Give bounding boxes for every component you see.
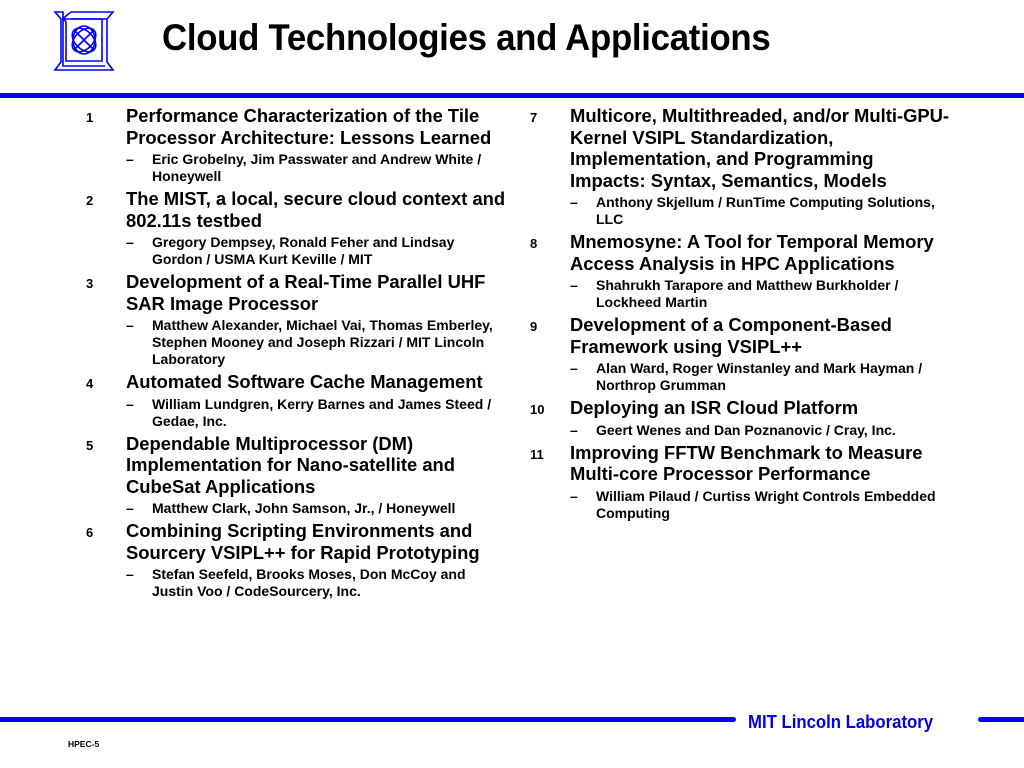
dash-bullet: – [570,421,578,438]
item-authors [570,194,950,228]
item-title: Mnemosyne: A Tool for Temporal Memory Access Analysis in HPC Applications [570,231,934,274]
authors-text: Shahrukh Tarapore and Matthew Burkholder / Lockheed Martin [596,277,899,310]
list-item [86,271,506,368]
dash-bullet: – [126,151,134,167]
dash-bullet: – [570,360,578,376]
list-item [86,105,506,185]
list-item [530,314,950,394]
item-authors [126,566,506,600]
footer-brand: MIT Lincoln Laboratory [748,712,934,732]
item-title: Development of a Real-Time Parallel UHF SAR Image Processor [126,271,486,314]
item-number: 8 [530,236,538,251]
dash-bullet: – [126,317,134,333]
item-number: 2 [86,193,94,208]
item-number: 5 [86,437,94,453]
item-title: Improving FFTW Benchmark to Measure Multi-core Processor Performance [570,441,923,484]
dash-bullet: – [126,566,134,582]
authors-text: Gregory Dempsey, Ronald Feher and Lindsay Gordon / USMA Kurt Keville / MIT [152,234,455,267]
mit-ll-logo [52,10,116,72]
list-item [530,105,950,228]
item-authors [570,488,950,522]
item-authors [126,151,506,185]
item-number: 4 [86,376,94,391]
dash-bullet: – [570,277,578,293]
list-item [86,433,506,518]
page-id: HPEC-5 [68,739,100,749]
item-authors [126,500,506,517]
authors-text: Eric Grobelny, Jim Passwater and Andrew White / Honeywell [152,151,482,184]
authors-text: William Lundgren, Kerry Barnes and James Steed / Gedae, Inc. [152,395,492,429]
authors-text: Anthony Skjellum / RunTime Computing Solutions, LLC [596,194,935,227]
item-authors [126,396,506,430]
item-title: The MIST, a local, secure cloud context and 802.11s testbed [126,188,506,231]
item-title: Performance Characterization of the Tile Processor Architecture: Lessons Learned [126,105,492,148]
list-item [530,442,950,522]
right-column [530,105,950,525]
left-column [86,105,506,603]
authors-text: Matthew Alexander, Michael Vai, Thomas Emberley, Stephen Mooney and Joseph Rizzari / MIT Lincoln Laboratory [152,317,493,367]
list-item [530,397,950,439]
dash-bullet: – [126,234,134,250]
list-item [86,371,506,430]
list-item [86,188,506,268]
item-authors [570,360,950,394]
logo-icon [52,10,116,72]
item-title: Multicore, Multithreaded, and/or Multi-GPU-Kernel VSIPL Standardization, Implementation, and Programming Impacts: Syntax, Semantics, Models [570,105,950,191]
authors-text: Matthew Clark, John Samson, Jr., / Honeywell [152,500,456,516]
item-number: 3 [86,276,94,291]
list-item [86,520,506,600]
item-title: Automated Software Cache Management [126,371,483,392]
authors-text: Geert Wenes and Dan Poznanovic / Cray, Inc. [596,421,896,438]
footer-divider-right [978,717,1024,722]
dash-bullet: – [570,194,578,210]
authors-text: Stefan Seefeld, Brooks Moses, Don McCoy and Justin Voo / CodeSourcery, Inc. [152,566,466,599]
dash-bullet: – [126,395,134,412]
authors-text: William Pilaud / Curtiss Wright Controls Embedded Computing [596,487,936,521]
authors-text: Alan Ward, Roger Winstanley and Mark Hayman / Northrop Grumman [596,360,923,393]
dash-bullet: – [126,500,134,516]
item-authors [570,277,950,311]
item-authors [126,317,506,368]
item-title: Combining Scripting Environments and Sourcery VSIPL++ for Rapid Prototyping [126,520,480,563]
item-number: 11 [530,446,544,462]
item-authors [570,422,950,439]
item-title: Development of a Component-Based Framework using VSIPL++ [570,314,892,357]
item-title: Deploying an ISR Cloud Platform [570,397,859,418]
item-title: Dependable Multiprocessor (DM) Implementation for Nano-satellite and CubeSat Applications [126,432,456,497]
list-item [530,231,950,311]
item-number: 1 [86,110,94,125]
item-number: 7 [530,110,538,125]
header-divider [0,93,1024,98]
page-title: Cloud Technologies and Applications [162,17,771,58]
footer-divider-left [0,717,736,722]
item-number: 10 [530,402,545,417]
item-number: 9 [530,319,538,334]
item-authors [126,234,506,268]
dash-bullet: – [570,487,578,504]
item-number: 6 [86,525,94,540]
